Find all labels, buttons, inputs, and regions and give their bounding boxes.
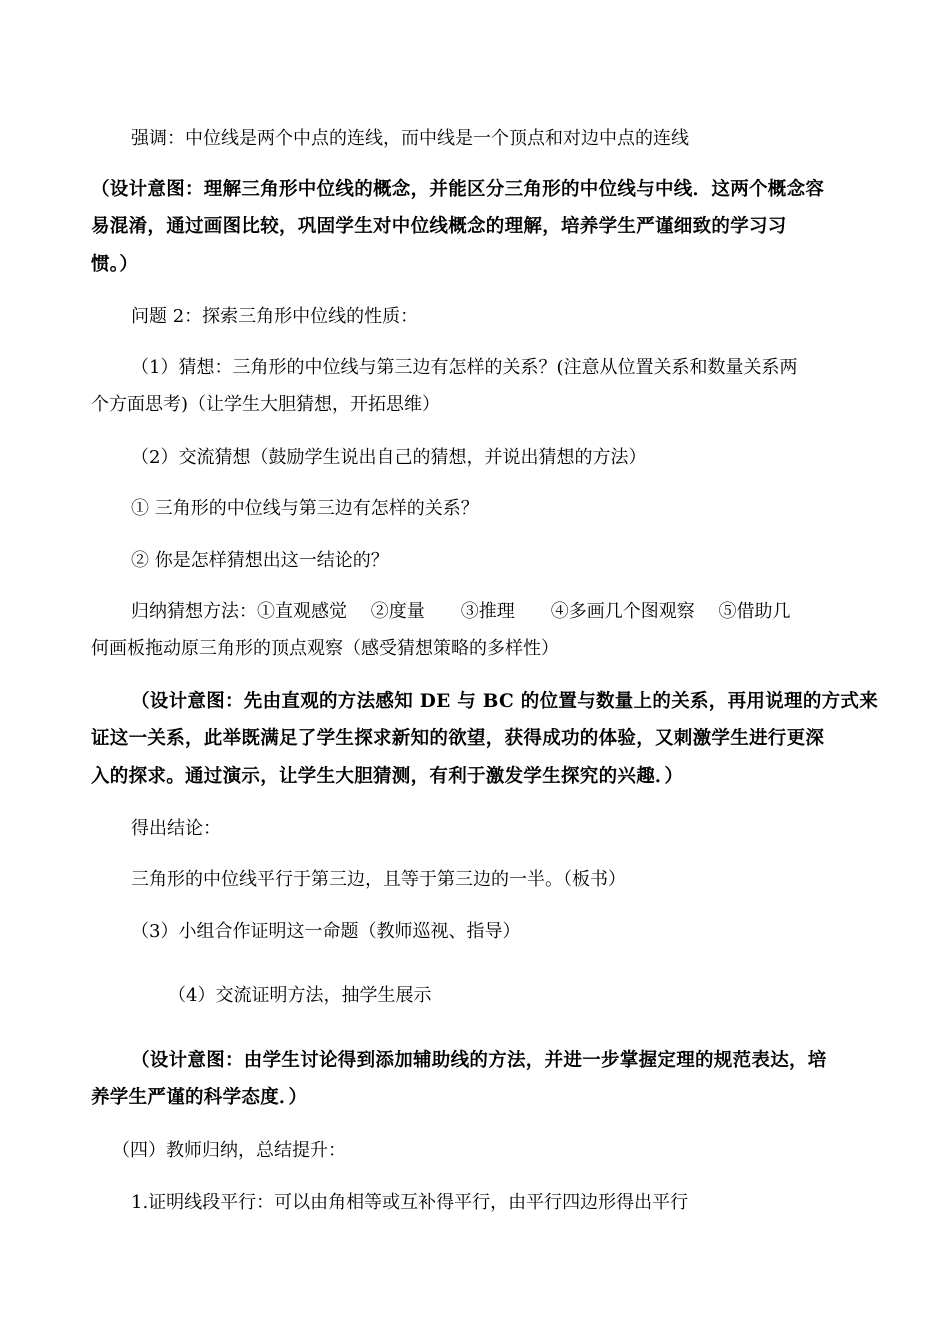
design-intent-2-line-2: 证这一关系，此举既满足了学生探求新知的欲望，获得成功的体验，又刺激学生进行更深 — [91, 728, 825, 749]
circled-question-1: ① 三角形的中位线与第三边有怎样的关系？ — [131, 498, 479, 519]
design-intent-2-line-1: （设计意图：先由直观的方法感知 DE 与 BC 的位置与数量上的关系，再用说理的方式来 — [131, 691, 879, 712]
guess-line-1: （1）猜想：三角形的中位线与第三边有怎样的关系？(注意从位置关系和数量关系两 — [131, 357, 798, 378]
share-proof-line: （4）交流证明方法，抽学生展示 — [168, 985, 432, 1006]
design-intent-1-line-1: （设计意图：理解三角形中位线的概念，并能区分三角形的中位线与中线．这两个概念容 — [91, 179, 825, 200]
design-intent-3-line-2: 养学生严谨的科学态度．） — [91, 1087, 308, 1108]
summary-item-1: 1.证明线段平行：可以由角相等或互补得平行，由平行四边形得出平行 — [131, 1192, 689, 1213]
design-intent-2-line-3: 入的探求。通过演示，让学生大胆猜测，有利于激发学生探究的兴趣．） — [91, 766, 684, 787]
summary-heading: （四）教师归纳，总结提升： — [112, 1140, 346, 1161]
circled-question-2: ② 你是怎样猜想出这一结论的？ — [131, 550, 389, 571]
design-intent-1-line-3: 惯。） — [91, 254, 139, 275]
conclusion-label: 得出结论： — [131, 818, 221, 839]
group-proof-line: （3）小组合作证明这一命题（教师巡视、指导） — [131, 921, 521, 942]
design-intent-1-line-2: 易混淆，通过画图比较，巩固学生对中位线概念的理解，培养学生严谨细致的学习习 — [91, 216, 787, 237]
question-2-heading: 问题 2：探索三角形中位线的性质： — [131, 306, 419, 327]
design-intent-3-line-1: （设计意图：由学生讨论得到添加辅助线的方法，并进一步掌握定理的规范表达，培 — [131, 1050, 827, 1071]
guess-line-2: 个方面思考)（让学生大胆猜想，开拓思维） — [91, 394, 441, 415]
conclusion-statement: 三角形的中位线平行于第三边，且等于第三边的一半。（板书） — [131, 869, 626, 890]
methods-line-1: 归纳猜想方法：①直观感觉 ②度量 ③推理 ④多画几个图观察 ⑤借助几 — [131, 601, 791, 622]
methods-line-2: 何画板拖动原三角形的顶点观察（感受猜想策略的多样性） — [91, 638, 559, 659]
exchange-guess-line: （2）交流猜想（鼓励学生说出自己的猜想，并说出猜想的方法） — [131, 447, 647, 468]
emphasis-line: 强调：中位线是两个中点的连线，而中线是一个顶点和对边中点的连线 — [131, 128, 689, 149]
